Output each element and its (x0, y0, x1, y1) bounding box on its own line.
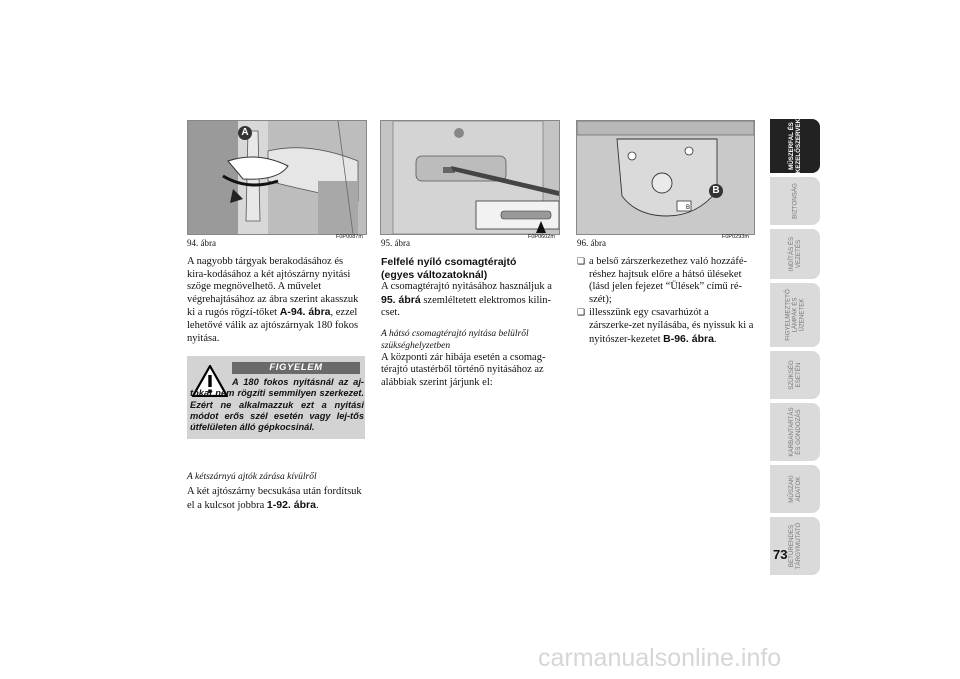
figure-95-code: F0P0602m (528, 234, 555, 240)
column-1-paragraph: A nagyobb tárgyak berakodásához és kira-kodásához a két ajtószárny nyitási szöge megnövelhető. A művelet végrehajtásához az ábra szerint akasszuk ki a rugós rögzí-tőket A-94. ábra, ezzel lehetővé válik az ajtószárnyak 180 fokos nyitása. (187, 256, 359, 344)
bullet-item: ❑ illesszünk egy csavarhúzót a zárszerke-zet nyílásába, és nyissuk ki a nyitószer-kezetet B-96. ábra. (577, 307, 754, 346)
bullet-item: ❑ a belső zárszerkezethez való hozzáfé-réshez hajtsuk előre a hátsó üléseket (lásd jelen fejezet “Ülések” című ré-szét); (577, 256, 754, 306)
section-subheading: A hátsó csomagtérajtó nyitása belülről szükséghelyzetben (381, 328, 529, 351)
column-1-paragraph-2: A két ajtószárny becsukása után fordítsuk el a kulcsot jobbra 1-92. ábra. (187, 486, 362, 511)
watermark-text: carmanualsonline.info (538, 644, 782, 672)
tab-warning-lights[interactable]: FIGYELMEZTETŐ LÁMPÁK ÉS ÜZENETEK (770, 283, 820, 347)
tab-safety[interactable]: BIZTONSÁG (770, 177, 820, 225)
figure-94-image (187, 120, 367, 235)
page-number: 73 (773, 547, 788, 562)
tab-instruments-controls[interactable]: MŰSZERFAL ÉS KEZELŐSZERVEK (770, 119, 820, 173)
tab-index[interactable]: BETŰRENDES TÁRGYMUTATÓ (770, 517, 820, 575)
tab-maintenance[interactable]: KARBANTARTÁS ÉS GONDOZÁS (770, 403, 820, 461)
figure-94-caption: 94. ábra (187, 238, 216, 248)
figure-95-caption: 95. ábra (381, 238, 410, 248)
figure-94-marker: A (238, 126, 252, 140)
column-3-text (577, 256, 754, 347)
column-2-paragraph-2: A központi zár hibája esetén a csomag-térajtó utastérből történő nyitásához az alábbiak szerint járjunk el: (381, 351, 546, 388)
warning-title: FIGYELEM (232, 362, 360, 374)
section-heading-variant: (egyes változatoknál) (381, 268, 488, 281)
warning-text: A 180 fokos nyitásnál az aj-tókat nem rögzíti semmilyen szerkezet. Ezért ne alkalmazzuk ezt a nyitási módot erős szél esetén vagy lej-tős útfelületen álló gépkocsinál. (190, 377, 364, 433)
column-2-text: Felfelé nyíló csomagtérajtó (egyes változatoknál) A csomagtérajtó nyitásához használjuk a 95. ábrá szemléltetett elektromos kilin-cset. A hátsó csomagtérajtó nyitása belülről szükséghelyzetben A központi zár hibája esetén a csomag-térajtó utastérből történő nyitásához az alábbiak szerint járjunk el: (381, 256, 559, 390)
figure-96-small-marker: B (686, 205, 691, 211)
figure-94-code: F0P0087m (336, 234, 363, 240)
section-heading: Felfelé nyíló csomagtérajtó (381, 256, 517, 268)
tab-emergency[interactable]: SZÜKSÉG ESETÉN (770, 351, 820, 399)
warning-box (187, 356, 365, 439)
tab-technical-data[interactable]: MŰSZAKI ADATOK (770, 465, 820, 513)
figure-96-marker: B (709, 184, 723, 198)
figure-95-image (380, 120, 560, 235)
tab-starting-driving[interactable]: INDÍTÁS ÉS VEZETÉS (770, 229, 820, 279)
figure-96-code: F0P0293m (722, 234, 749, 240)
figure-96-caption: 96. ábra (577, 238, 606, 248)
figure-96-image (576, 120, 755, 235)
column-1-subheading: A kétszárnyú ajtók zárása kívülről (187, 472, 317, 482)
